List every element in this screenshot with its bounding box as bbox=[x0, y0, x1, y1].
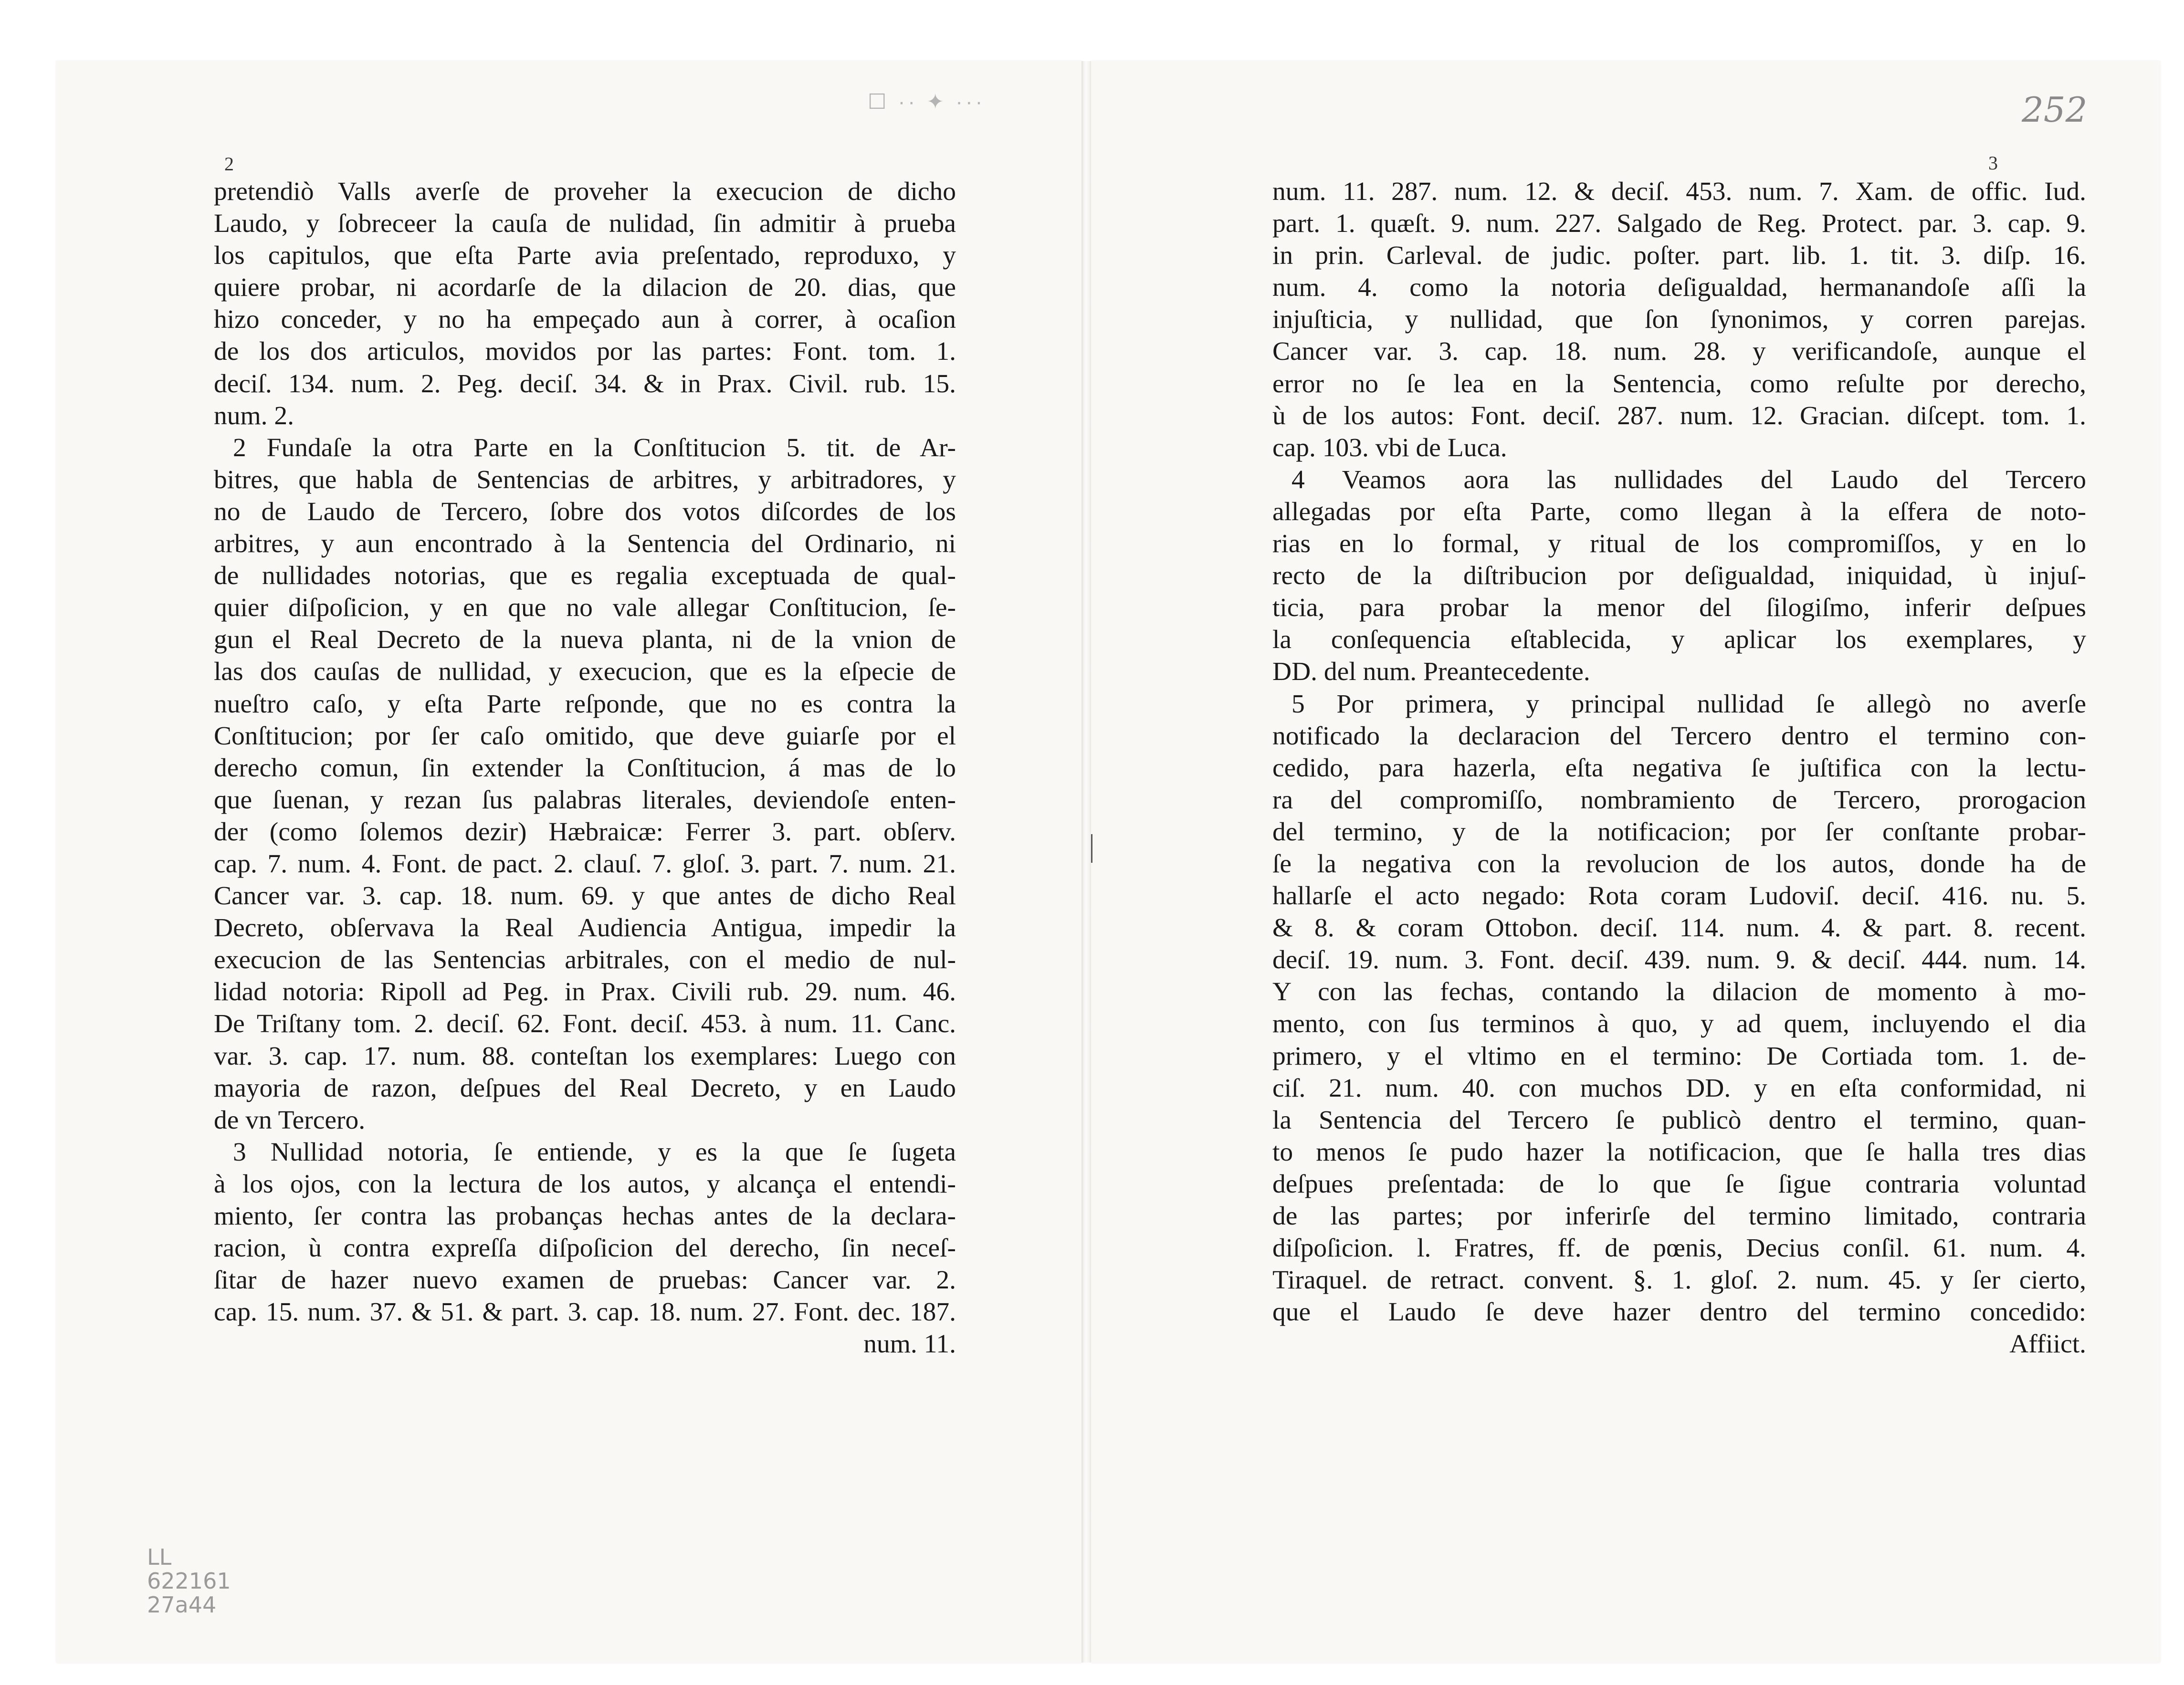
left-text-column bbox=[214, 176, 956, 1360]
text-line: to menos ſe pudo hazer la notificacion, que ſe halla tres dias bbox=[1272, 1137, 2086, 1167]
text-line: mento, con ſus terminos à quo, y ad quem, incluyendo el dia bbox=[1272, 1009, 2086, 1039]
text-line: DD. del num. Preantecedente. bbox=[1272, 657, 1590, 687]
text-line: & 8. & coram Ottobon. deciſ. 114. num. 4. & part. 8. recent. bbox=[1272, 913, 2086, 943]
text-line: Affiict. bbox=[2009, 1329, 2086, 1359]
text-line: la conſequencia eſtablecida, y aplicar los exemplares, y bbox=[1272, 625, 2086, 655]
shelfmark-line: 27a44 bbox=[147, 1592, 217, 1618]
text-line: deciſ. 134. num. 2. Peg. deciſ. 34. & in Prax. Civil. rub. 15. bbox=[214, 369, 956, 398]
text-line: num. 2. bbox=[214, 401, 294, 430]
text-line: ſe la negativa con la revolucion de los autos, donde ha de bbox=[1272, 849, 2086, 879]
text-line: miento, ſer contra las probanças hechas antes de la declara- bbox=[214, 1202, 956, 1231]
shelfmark-line: 622161 bbox=[147, 1568, 231, 1594]
right-page bbox=[1091, 61, 2160, 1663]
text-line: var. 3. cap. 17. num. 88. conteſtan los exemplares: Luego con bbox=[214, 1041, 956, 1071]
text-line: Cancer var. 3. cap. 18. num. 28. y verificandoſe, aunque el bbox=[1272, 337, 2086, 366]
text-line: cap. 15. num. 37. & 51. & part. 3. cap. 18. num. 27. Font. dec. 187. bbox=[214, 1298, 956, 1327]
text-line: der (como ſolemos dezir) Hæbraicæ: Ferrer 3. part. obſerv. bbox=[214, 817, 956, 847]
library-shelfmark bbox=[147, 1545, 231, 1617]
folio-number: 252 bbox=[2022, 90, 2088, 130]
text-line: del termino, y de la notificacion; por ſer conſtante probar- bbox=[1272, 817, 2086, 847]
text-line: rias en lo formal, y ritual de los compromiſſos, y en lo bbox=[1272, 529, 2086, 559]
text-line: cap. 7. num. 4. Font. de pact. 2. clauſ. 7. gloſ. 3. part. 7. num. 21. bbox=[214, 849, 956, 879]
text-line: Tiraquel. de retract. convent. §. 1. gloſ. 2. num. 45. y ſer cierto, bbox=[1272, 1266, 2086, 1295]
text-line: pretendiò Valls averſe de proveher la execucion de dicho bbox=[214, 177, 956, 206]
text-line: diſpoſicion. l. Fratres, ff. de pœnis, Decius conſil. 61. num. 4. bbox=[1272, 1234, 2086, 1263]
text-line: lidad notoria: Ripoll ad Peg. in Prax. Civili rub. 29. num. 46. bbox=[214, 977, 956, 1007]
text-line: 2 Fundaſe la otra Parte en la Conſtitucion 5. tit. de Ar- bbox=[233, 433, 956, 462]
text-line: 5 Por primera, y principal nullidad ſe allegò no averſe bbox=[1292, 689, 2086, 719]
text-line: part. 1. quæſt. 9. num. 227. Salgado de Reg. Protect. par. 3. cap. 9. bbox=[1272, 209, 2086, 239]
text-line: quier diſpoſicion, y en que no vale allegar Conſtitucion, ſe- bbox=[214, 593, 956, 623]
text-line: derecho comun, ſin extender la Conſtitucion, á mas de lo bbox=[214, 753, 956, 783]
text-line: Cancer var. 3. cap. 18. num. 69. y que antes de dicho Real bbox=[214, 881, 956, 911]
text-line: ciſ. 21. num. 40. con muchos DD. y en eſta conformidad, ni bbox=[1272, 1073, 2086, 1103]
text-line: no de Laudo de Tercero, ſobre dos votos diſcordes de los bbox=[214, 497, 956, 526]
text-line: error no ſe lea en la Sentencia, como reſulte por derecho, bbox=[1272, 369, 2086, 398]
text-line: que ſuenan, y rezan ſus palabras literales, deviendoſe enten- bbox=[214, 785, 956, 815]
text-line: Y con las fechas, contando la dilacion de momento à mo- bbox=[1272, 977, 2086, 1007]
text-line: num. 11. bbox=[863, 1329, 956, 1359]
text-line: Decreto, obſervava la Real Audiencia Antigua, impedir la bbox=[214, 913, 956, 943]
page-number: 3 bbox=[1988, 152, 1998, 174]
text-line: cedido, para hazerla, eſta negativa ſe juſtifica con la lectu- bbox=[1272, 753, 2086, 783]
text-line: hallarſe el acto negado: Rota coram Ludoviſ. deciſ. 416. nu. 5. bbox=[1272, 881, 2086, 911]
gutter-mark bbox=[1091, 834, 1092, 863]
text-line: recto de la diſtribucion por deſigualdad, iniquidad, ù injuſ- bbox=[1272, 561, 2086, 591]
text-line: cap. 103. vbi de Luca. bbox=[1272, 433, 1507, 462]
page-number: 2 bbox=[224, 153, 234, 175]
text-line: bitres, que habla de Sentencias de arbitres, y arbitradores, y bbox=[214, 465, 956, 494]
text-line: num. 11. 287. num. 12. & deciſ. 453. num. 7. Xam. de offic. Iud. bbox=[1272, 177, 2086, 206]
text-line: Conſtitucion; por ſer caſo omitido, que deve guiarſe por el bbox=[214, 721, 956, 751]
text-line: racion, ù contra expreſſa diſpoſicion del derecho, ſin neceſ- bbox=[214, 1234, 956, 1263]
text-line: quiere probar, ni acordarſe de la dilacion de 20. dias, que bbox=[214, 273, 956, 303]
right-text-column bbox=[1272, 176, 2086, 1360]
text-line: de vn Tercero. bbox=[214, 1105, 366, 1135]
text-line: num. 4. como la notoria deſigualdad, hermanandoſe aſſi la bbox=[1272, 273, 2086, 303]
text-line: de las partes; por inferirſe del termino limitado, contraria bbox=[1272, 1202, 2086, 1231]
text-line: ticia, para probar la menor del ſilogiſmo, inferir deſpues bbox=[1272, 593, 2086, 623]
text-line: execucion de las Sentencias arbitrales, con el medio de nul- bbox=[214, 945, 956, 975]
text-line: hizo conceder, y no ha empeçado aun à correr, à ocaſion bbox=[214, 305, 956, 335]
text-line: ſitar de hazer nuevo examen de pruebas: Cancer var. 2. bbox=[214, 1266, 956, 1295]
text-line: notificado la declaracion del Tercero dentro el termino con- bbox=[1272, 721, 2086, 751]
text-line: in prin. Carleval. de judic. poſter. part. lib. 1. tit. 3. diſp. 16. bbox=[1272, 241, 2086, 271]
text-line: 4 Veamos aora las nullidades del Laudo del Tercero bbox=[1292, 465, 2086, 494]
text-line: deciſ. 19. num. 3. Font. deciſ. 439. num. 9. & deciſ. 444. num. 14. bbox=[1272, 945, 2086, 975]
text-line: primero, y el vltimo en el termino: De Cortiada tom. 1. de- bbox=[1272, 1041, 2086, 1071]
text-line: que el Laudo ſe deve hazer dentro del termino concedido: bbox=[1272, 1298, 2086, 1327]
text-line: injuſticia, y nullidad, que ſon ſynonimos, y corren parejas. bbox=[1272, 305, 2086, 335]
text-line: de los dos articulos, movidos por las partes: Font. tom. 1. bbox=[214, 337, 956, 366]
text-line: nueſtro caſo, y eſta Parte reſponde, que no es contra la bbox=[214, 689, 956, 719]
text-line: deſpues preſentada: de lo que ſe ſigue contraria voluntad bbox=[1272, 1169, 2086, 1199]
text-line: de nullidades notorias, que es regalia exceptuada de qual- bbox=[214, 561, 956, 591]
text-line: ù de los autos: Font. deciſ. 287. num. 12. Gracian. diſcept. tom. 1. bbox=[1272, 401, 2086, 430]
text-line: gun el Real Decreto de la nueva planta, ni de la vnion de bbox=[214, 625, 956, 655]
text-line: allegadas por eſta Parte, como llegan à la eſfera de noto- bbox=[1272, 497, 2086, 526]
left-page bbox=[56, 61, 1082, 1663]
text-line: arbitres, y aun encontrado à la Sentencia del Ordinario, ni bbox=[214, 529, 956, 559]
shelfmark-line: LL bbox=[147, 1544, 172, 1570]
text-line: las dos cauſas de nullidad, y execucion, que es la eſpecie de bbox=[214, 657, 956, 687]
text-line: mayoria de razon, deſpues del Real Decreto, y en Laudo bbox=[214, 1073, 956, 1103]
text-line: à los ojos, con la lectura de los autos, y alcança el entendi- bbox=[214, 1169, 956, 1199]
text-line: De Triſtany tom. 2. deciſ. 62. Font. deciſ. 453. à num. 11. Canc. bbox=[214, 1009, 956, 1039]
text-line: Laudo, y ſobreceer la cauſa de nulidad, ſin admitir à prueba bbox=[214, 209, 956, 239]
text-line: ra del compromiſſo, nombramiento de Tercero, prorogacion bbox=[1272, 785, 2086, 815]
text-line: la Sentencia del Tercero ſe publicò dentro el termino, quan- bbox=[1272, 1105, 2086, 1135]
text-line: los capitulos, que eſta Parte avia preſentado, reproduxo, y bbox=[214, 241, 956, 271]
text-line: 3 Nullidad notoria, ſe entiende, y es la que ſe ſugeta bbox=[233, 1137, 956, 1167]
faded-stamp: ☐ ·· ✦ ··· bbox=[868, 90, 986, 114]
